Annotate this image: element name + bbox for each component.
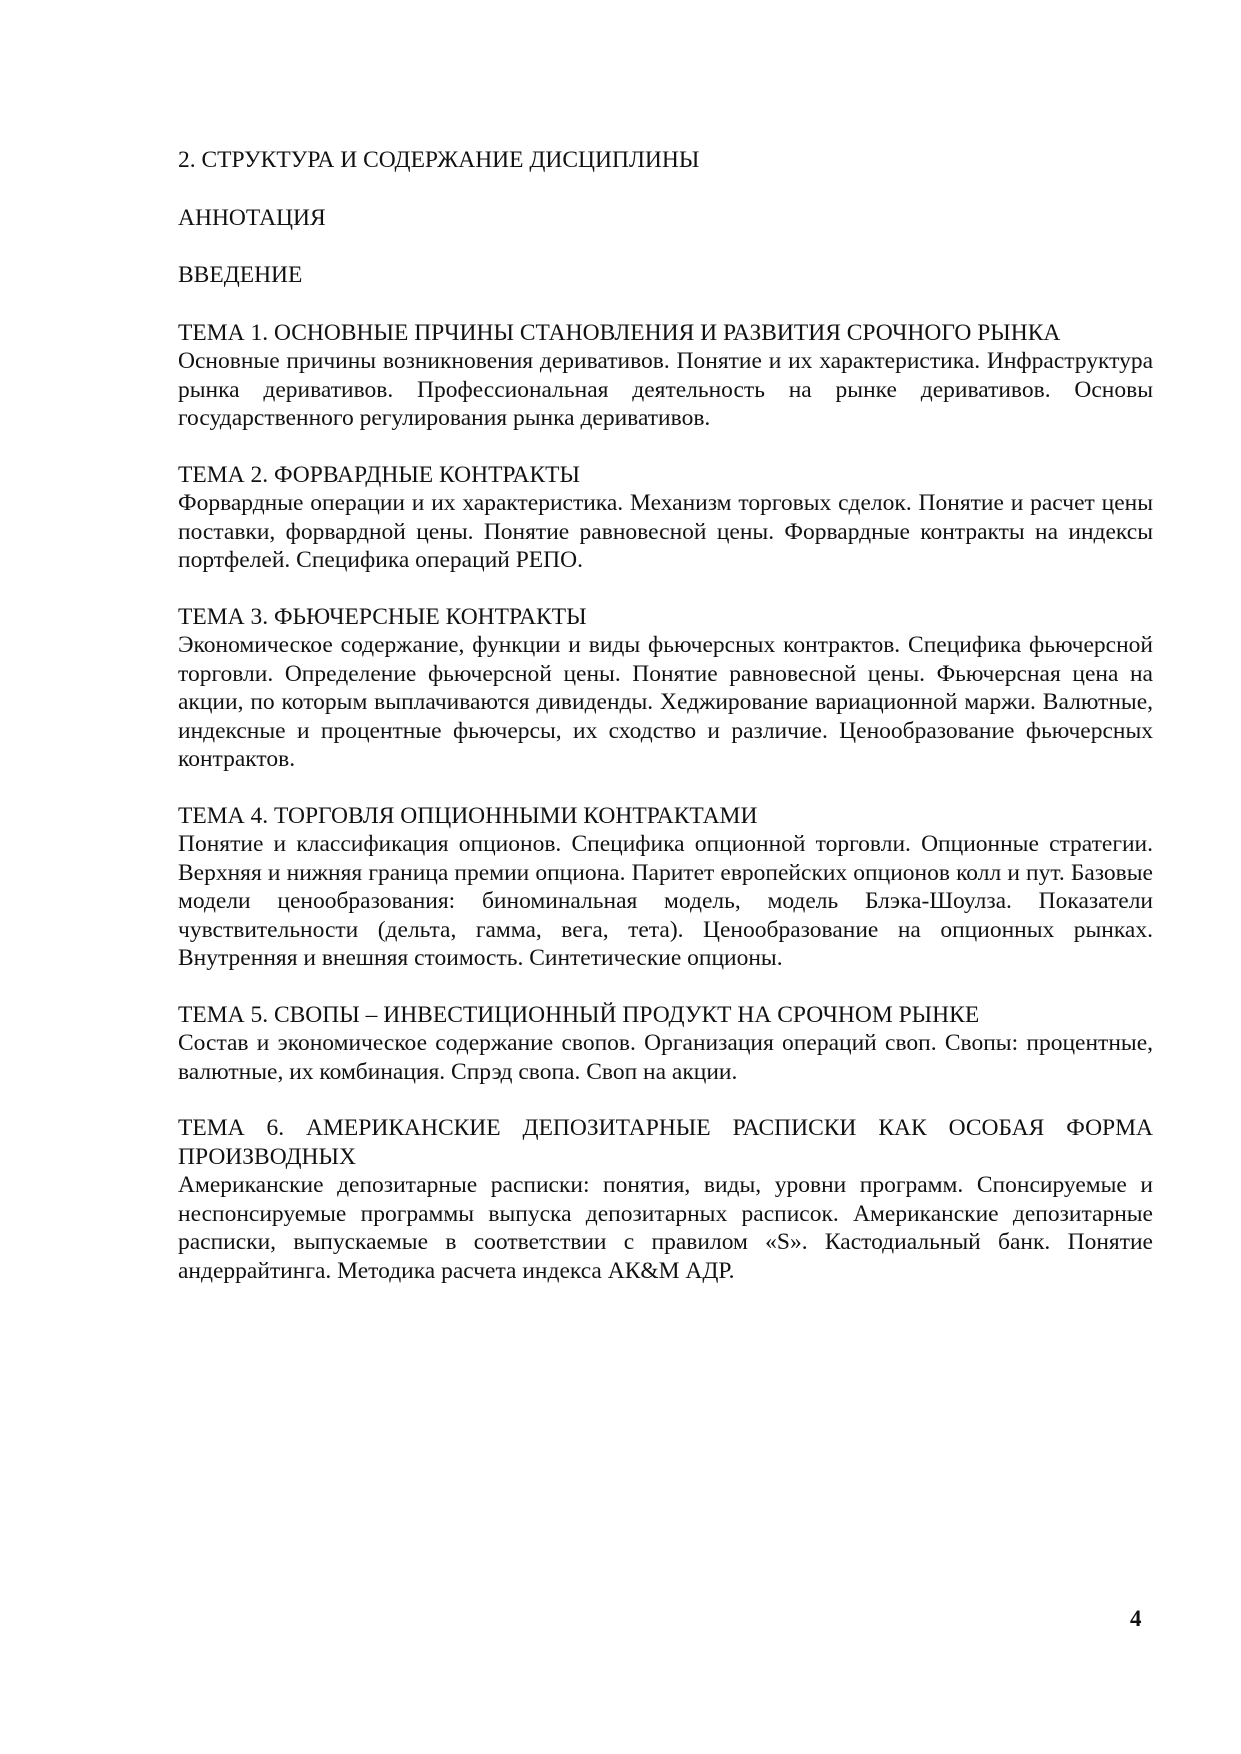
topic-body: Понятие и классификация опционов. Специфика опционной торговли. Опционные стратегии. Верхняя и нижняя граница премии опциона. Паритет европейских опционов колл и пут. Базовые модели ценообразования: биноминальная модель, модель Блэка-Шоулза. Показатели чувствительности (дельта, гамма, вега, тета). Ценообразование на опционных рынках. Внутренняя и внешняя стоимость. Синтетические опционы. (178, 831, 1153, 971)
topic-3 (178, 603, 1153, 774)
introduction-heading: ВВЕДЕНИЕ (178, 262, 303, 288)
topic-title: ТЕМА 5. СВОПЫ – ИНВЕСТИЦИОННЫЙ ПРОДУКТ НА СРОЧНОМ РЫНКЕ (178, 1001, 980, 1028)
topic-body: Американские депозитарные расписки: понятия, виды, уровни программ. Спонсируемые и неспонсируемые программы выпуска депозитарных расписок. Американские депозитарные расписки, выпускаемые в соответствии с правилом «S». Кастодиальный банк. Понятие андеррайтинга. Методика расчета индекса АК&М АДР. (178, 1172, 1153, 1284)
topic-title: ТЕМА 6. АМЕРИКАНСКИЕ ДЕПОЗИТАРНЫЕ РАСПИСКИ КАК ОСОБАЯ ФОРМА ПРОИЗВОДНЫХ (178, 1115, 1153, 1170)
topic-4 (178, 802, 1153, 973)
topic-6 (178, 1114, 1153, 1285)
section-heading: 2. СТРУКТУРА И СОДЕРЖАНИЕ ДИСЦИПЛИНЫ (178, 147, 700, 173)
topic-title: ТЕМА 2. ФОРВАРДНЫЕ КОНТРАКТЫ (178, 461, 580, 488)
page-content (178, 146, 1153, 1285)
page-number: 4 (1130, 1606, 1142, 1631)
topic-title: ТЕМА 3. ФЬЮЧЕРСНЫЕ КОНТРАКТЫ (178, 603, 587, 630)
topic-title: ТЕМА 1. ОСНОВНЫЕ ПРЧИНЫ СТАНОВЛЕНИЯ И РАЗВИТИЯ СРОЧНОГО РЫНКА (178, 319, 1061, 346)
topic-body: Экономическое содержание, функции и виды фьючерсных контрактов. Специфика фьючерсной торговли. Определение фьючерсной цены. Понятие равновесной цены. Фьючерсная цена на акции, по которым выплачиваются дивиденды. Хеджирование вариационной маржи. Валютные, индексные и процентные фьючерсы, их сходство и различие. Ценообразование фьючерсных контрактов. (178, 632, 1153, 772)
topic-body: Форвардные операции и их характеристика. Механизм торговых сделок. Понятие и расчет цены поставки, форвардной цены. Понятие равновесной цены. Форвардные контракты на индексы портфелей. Специфика операций РЕПО. (178, 490, 1153, 573)
topic-1 (178, 319, 1153, 433)
topic-body: Состав и экономическое содержание свопов. Организация операций своп. Свопы: процентные, валютные, их комбинация. Спрэд свопа. Своп на акции. (178, 1030, 1153, 1085)
topic-body: Основные причины возникновения деривативов. Понятие и их характеристика. Инфраструктура рынка деривативов. Профессиональная деятельность на рынке деривативов. Основы государственного регулирования рынка деривативов. (178, 348, 1153, 431)
topic-2 (178, 461, 1153, 575)
annotation-heading: АННОТАЦИЯ (178, 204, 326, 231)
topic-title: ТЕМА 4. ТОРГОВЛЯ ОПЦИОННЫМИ КОНТРАКТАМИ (178, 802, 758, 829)
topic-5 (178, 1001, 1153, 1087)
